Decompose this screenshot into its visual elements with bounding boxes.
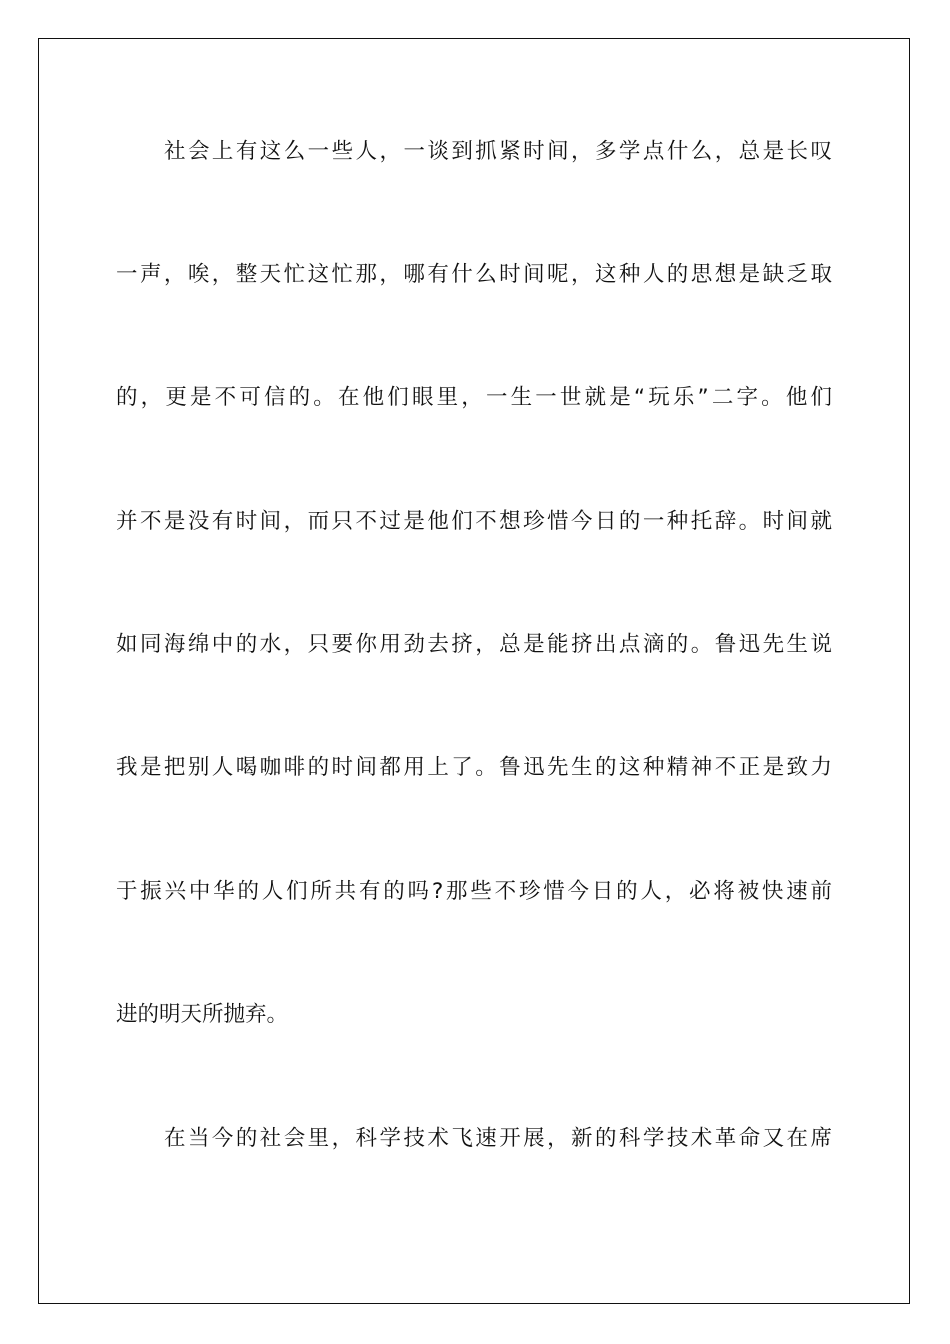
paragraph-1-line-3: 的，更是不可信的。在他们眼里，一生一世就是“玩乐”二字。他们	[116, 385, 832, 410]
paragraph-1-line-2: 一声，唉，整天忙这忙那，哪有什么时间呢，这种人的思想是缺乏取	[116, 262, 832, 287]
page-frame	[38, 38, 910, 1304]
paragraph-1-line-1: 社会上有这么一些人，一谈到抓紧时间，多学点什么，总是长叹	[164, 139, 832, 164]
paragraph-1-line-6: 我是把别人喝咖啡的时间都用上了。鲁迅先生的这种精神不正是致力	[116, 755, 832, 780]
paragraph-1-line-4: 并不是没有时间，而只不过是他们不想珍惜今日的一种托辞。时间就	[116, 509, 832, 534]
paragraph-1-line-7: 于振兴中华的人们所共有的吗?那些不珍惜今日的人，必将被快速前	[116, 879, 832, 904]
paragraph-1-line-8: 进的明天所抛弃。	[116, 1002, 289, 1027]
paragraph-1-line-5: 如同海绵中的水，只要你用劲去挤，总是能挤出点滴的。鲁迅先生说	[116, 632, 832, 657]
paragraph-2-line-1: 在当今的社会里，科学技术飞速开展，新的科学技术革命又在席	[164, 1126, 832, 1151]
